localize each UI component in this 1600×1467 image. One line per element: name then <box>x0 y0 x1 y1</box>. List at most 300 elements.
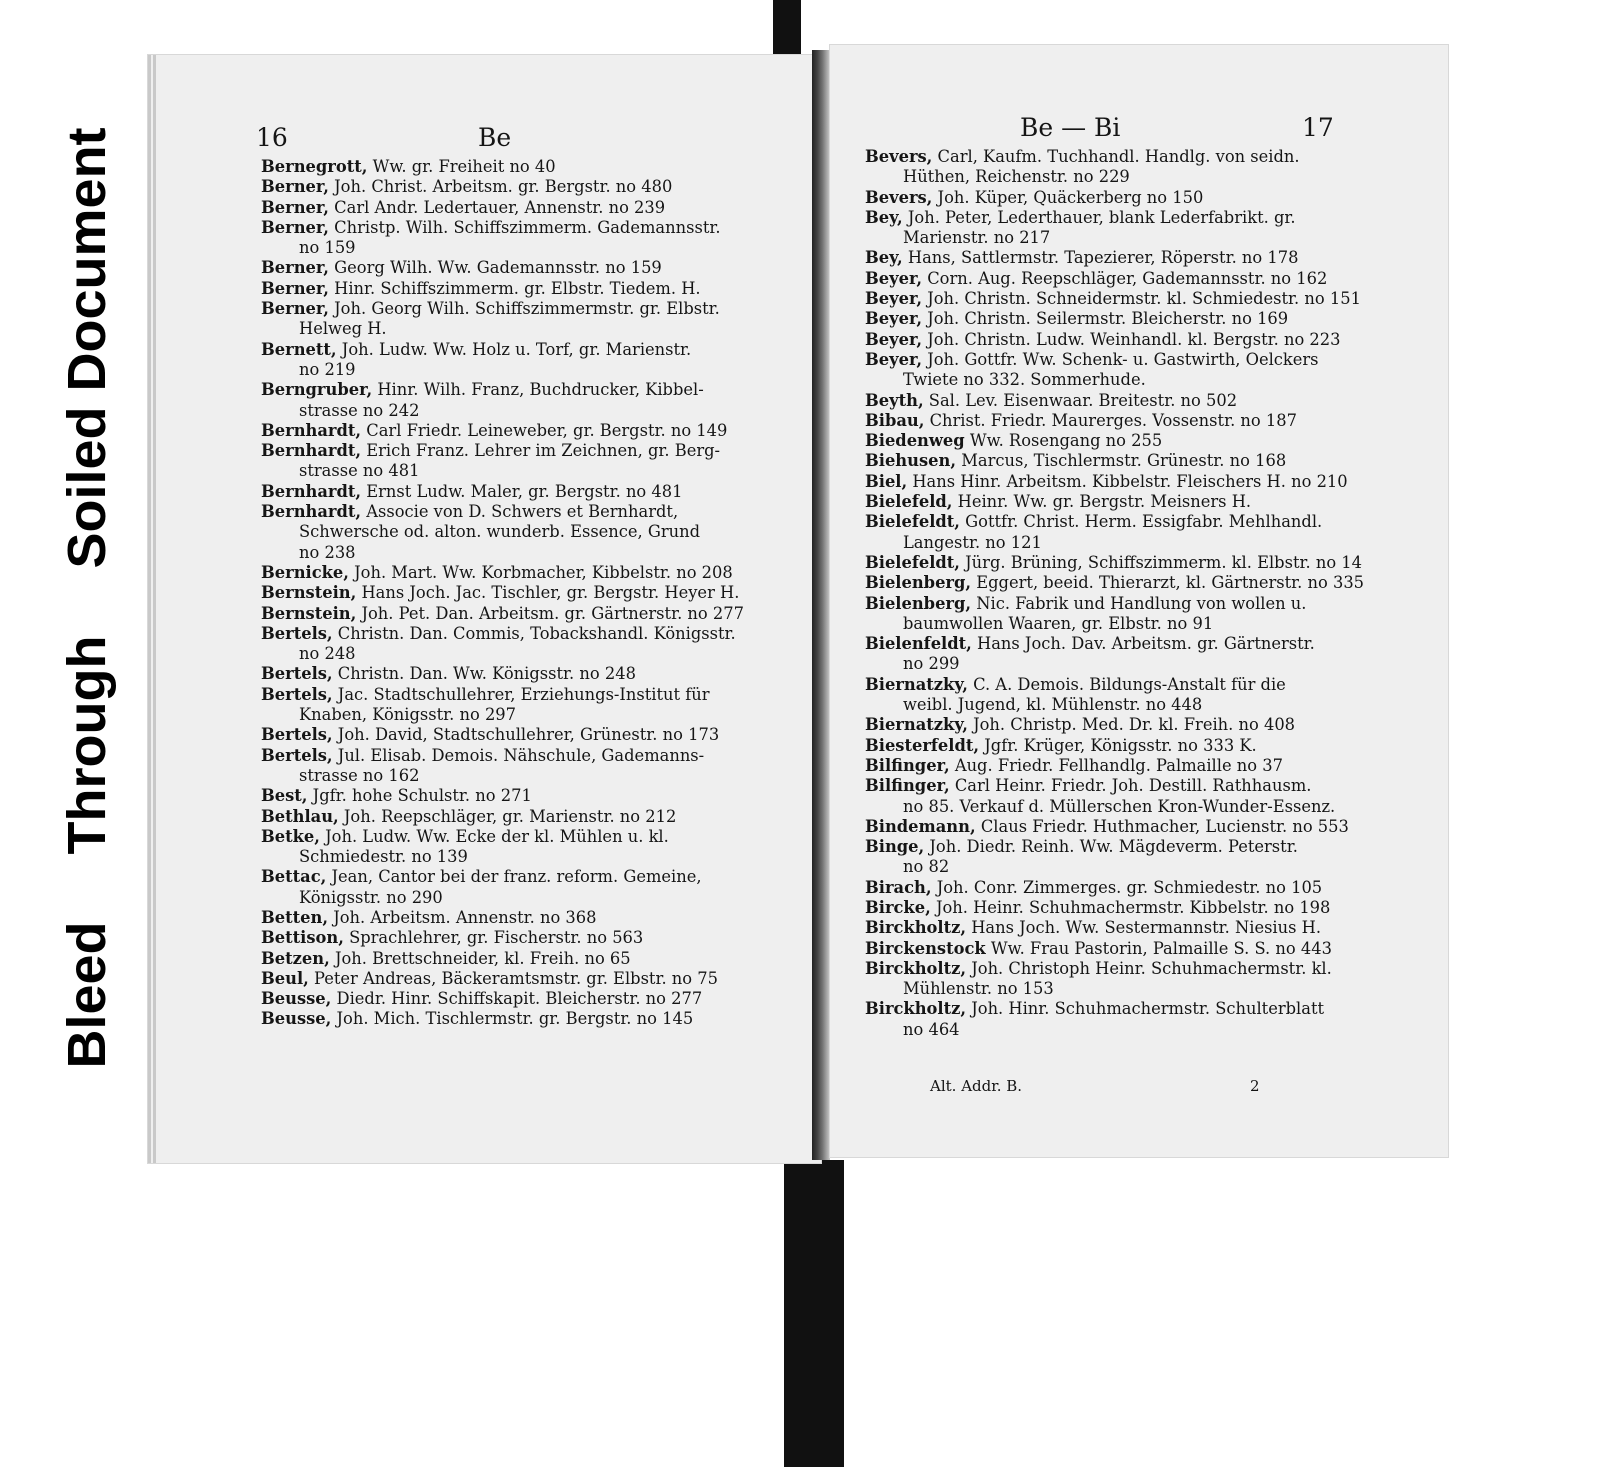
directory-entry <box>865 959 1390 1000</box>
entry-surname: Bilfinger, <box>865 776 950 796</box>
entry-surname: Beyer, <box>865 289 922 309</box>
entry-text: Knaben, Königsstr. no 297 <box>299 705 517 725</box>
entry-first-line <box>865 999 1390 1019</box>
entry-surname: Birckholtz, <box>865 958 967 978</box>
directory-entry <box>865 431 1390 451</box>
entry-text: Joh. Diedr. Reinh. Ww. Mägdeverm. Peterstr. <box>929 837 1298 857</box>
directory-entry <box>865 269 1390 289</box>
entry-first-line <box>865 269 1390 289</box>
entry-first-line <box>261 340 781 360</box>
directory-entry <box>865 330 1390 350</box>
entry-continuation-line <box>865 797 1390 817</box>
directory-entry <box>865 594 1390 635</box>
signature-mark: 2 <box>1250 1077 1260 1095</box>
entry-continuation-line <box>261 360 781 380</box>
directory-entry <box>865 350 1390 391</box>
entry-text: Hans Joch. Dav. Arbeitsm. gr. Gärtnerstr. <box>977 634 1315 654</box>
entry-first-line <box>865 309 1390 329</box>
entry-text: no 248 <box>299 644 356 664</box>
entry-surname: Beusse, <box>261 1009 332 1029</box>
entry-first-line <box>865 330 1390 350</box>
entry-surname: Bettac, <box>261 867 327 887</box>
entry-first-line <box>865 492 1390 512</box>
entry-surname: Biesterfeldt, <box>865 735 980 755</box>
entry-first-line <box>261 746 781 766</box>
entry-first-line <box>261 299 781 319</box>
entry-continuation-line <box>865 695 1390 715</box>
directory-entry <box>261 908 781 928</box>
entry-first-line <box>261 604 781 624</box>
entry-first-line <box>261 421 781 441</box>
directory-entry <box>261 583 781 603</box>
entry-text: Ww. gr. Freiheit no 40 <box>372 157 556 176</box>
entry-first-line <box>261 786 781 806</box>
entry-surname: Bindemann, <box>865 816 976 836</box>
entry-surname: Betzen, <box>261 948 330 968</box>
entry-continuation-line <box>261 522 781 542</box>
entry-first-line <box>261 928 781 948</box>
directory-entry <box>865 309 1390 329</box>
page-number-right: 17 <box>1302 113 1334 142</box>
directory-entry <box>261 867 781 908</box>
entry-surname: Bielefeld, <box>865 492 953 512</box>
entry-first-line <box>261 867 781 887</box>
directory-entry <box>261 157 781 177</box>
entry-text: Georg Wilh. Ww. Gademannsstr. no 159 <box>334 258 662 278</box>
directory-entry <box>261 786 781 806</box>
entry-surname: Bernstein, <box>261 583 357 603</box>
entry-surname: Biedenweg <box>865 431 965 451</box>
entry-text: no 464 <box>903 1019 960 1039</box>
entry-first-line <box>261 949 781 969</box>
directory-entry <box>865 756 1390 776</box>
directory-entry <box>865 999 1390 1040</box>
entry-text: Joh. Christn. Schneidermstr. kl. Schmiedestr. no 151 <box>927 289 1361 309</box>
entry-surname: Bernhardt, <box>261 502 362 522</box>
entry-text: Joh. Christ. Arbeitsm. gr. Bergstr. no 480 <box>334 177 673 197</box>
entry-first-line <box>865 248 1390 268</box>
directory-entry <box>261 664 781 684</box>
entry-text: Claus Friedr. Huthmacher, Lucienstr. no 553 <box>980 816 1349 836</box>
entry-surname: Berner, <box>261 258 329 278</box>
entry-text: Heinr. Ww. gr. Bergstr. Meisners H. <box>957 492 1252 512</box>
entry-first-line <box>865 553 1390 573</box>
entry-text: Jean, Cantor bei der franz. reform. Gemeine, <box>331 867 702 887</box>
directory-entry <box>865 715 1390 735</box>
entry-surname: Bevers, <box>865 187 933 207</box>
directory-entry <box>865 939 1390 959</box>
entry-text: Joh. Christoph Heinr. Schuhmachermstr. kl. <box>971 958 1332 978</box>
entry-text: Langestr. no 121 <box>903 532 1042 552</box>
catchword: Alt. Addr. B. <box>930 1077 1023 1095</box>
entry-surname: Biel, <box>865 471 908 491</box>
entry-continuation-line <box>865 979 1390 999</box>
entry-text: Helweg H. <box>299 319 387 339</box>
entry-surname: Beyer, <box>865 329 922 349</box>
running-head-left: Be <box>478 123 512 152</box>
entry-text: Joh. Peter, Lederthauer, blank Lederfabrikt. gr. <box>907 207 1296 227</box>
directory-entry <box>865 208 1390 249</box>
entry-surname: Birckholtz, <box>865 918 967 938</box>
directory-entry <box>261 218 781 259</box>
directory-entry <box>865 451 1390 471</box>
directory-entry <box>865 289 1390 309</box>
entry-text: baumwollen Waaren, gr. Elbstr. no 91 <box>903 613 1214 633</box>
directory-entry <box>261 340 781 381</box>
entry-text: Joh. Brettschneider, kl. Freih. no 65 <box>334 948 631 968</box>
entry-text: Joh. Christn. Ludw. Weinhandl. kl. Bergstr. no 223 <box>927 329 1341 349</box>
entry-text: Schwersche od. alton. wunderb. Essence, Grund <box>299 522 701 542</box>
directory-entry <box>865 472 1390 492</box>
entry-surname: Bibau, <box>865 410 925 430</box>
entry-first-line <box>865 817 1390 837</box>
entry-first-line <box>261 664 781 684</box>
entry-text: Diedr. Hinr. Schiffskapit. Bleicherstr. no 277 <box>336 989 703 1009</box>
directory-entry <box>865 675 1390 716</box>
entry-surname: Bircke, <box>865 897 931 917</box>
directory-entry <box>865 492 1390 512</box>
entry-text: Hans Hinr. Arbeitsm. Kibbelstr. Fleischers H. no 210 <box>912 471 1348 491</box>
entry-text: Christn. Dan. Ww. Königsstr. no 248 <box>337 664 636 684</box>
entry-first-line <box>261 685 781 705</box>
directory-entry <box>261 198 781 218</box>
directory-entry <box>261 441 781 482</box>
entry-continuation-line <box>261 401 781 421</box>
entry-continuation-line <box>261 461 781 481</box>
entry-text: strasse no 242 <box>299 400 420 420</box>
entry-first-line <box>261 157 781 177</box>
entry-continuation-line <box>261 705 781 725</box>
entry-first-line <box>865 959 1390 979</box>
binding-tab-top <box>773 0 801 60</box>
entry-surname: Biernatzky, <box>865 674 968 694</box>
entry-text: Joh. Christn. Seilermstr. Bleicherstr. no 169 <box>927 309 1289 329</box>
entry-first-line <box>261 502 781 522</box>
entry-surname: Bielenberg, <box>865 593 972 613</box>
entry-surname: Bertels, <box>261 664 333 684</box>
entry-surname: Biehusen, <box>865 451 957 471</box>
entry-surname: Birach, <box>865 877 932 897</box>
entry-text: Christ. Friedr. Maurerges. Vossenstr. no 187 <box>929 410 1297 430</box>
entry-first-line <box>865 756 1390 776</box>
entry-text: Hans Joch. Jac. Tischler, gr. Bergstr. Heyer H. <box>361 583 740 603</box>
entry-text: Marienstr. no 217 <box>903 228 1051 248</box>
entry-text: Jgfr. Krüger, Königsstr. no 333 K. <box>984 735 1257 755</box>
entry-text: Königsstr. no 290 <box>299 887 443 907</box>
entry-text: no 82 <box>903 857 950 877</box>
entry-text: Joh. David, Stadtschullehrer, Grünestr. no 173 <box>337 725 720 745</box>
entry-first-line <box>865 289 1390 309</box>
entry-surname: Bernhardt, <box>261 481 362 501</box>
entry-first-line <box>261 583 781 603</box>
entry-surname: Bertels, <box>261 623 333 643</box>
directory-entry <box>261 1009 781 1029</box>
entry-text: Gottfr. Christ. Herm. Essigfabr. Mehlhandl. <box>965 512 1323 532</box>
entry-surname: Bey, <box>865 248 903 268</box>
entry-first-line <box>261 563 781 583</box>
book-gutter <box>812 50 830 1160</box>
entry-first-line <box>865 411 1390 431</box>
entry-first-line <box>261 827 781 847</box>
entry-first-line <box>865 634 1390 654</box>
entry-text: Aug. Friedr. Fellhandlg. Palmaille no 37 <box>954 755 1283 775</box>
directory-entry <box>261 380 781 421</box>
entry-surname: Bernett, <box>261 339 337 359</box>
entry-first-line <box>865 594 1390 614</box>
entry-continuation-line <box>261 644 781 664</box>
entry-first-line <box>261 969 781 989</box>
entry-text: Joh. Mich. Tischlermstr. gr. Bergstr. no 145 <box>336 1009 694 1029</box>
entry-surname: Beyer, <box>865 349 922 369</box>
entry-continuation-line <box>865 228 1390 248</box>
directory-entry <box>261 482 781 502</box>
directory-entry <box>865 898 1390 918</box>
entry-text: Joh. Reepschläger, gr. Marienstr. no 212 <box>343 806 677 826</box>
entry-text: strasse no 481 <box>299 461 420 481</box>
entry-first-line <box>865 350 1390 370</box>
entry-surname: Birckenstock <box>865 938 986 958</box>
entry-first-line <box>261 624 781 644</box>
directory-entry <box>261 989 781 1009</box>
entry-text: Joh. Mart. Ww. Korbmacher, Kibbelstr. no 208 <box>354 562 733 582</box>
directory-entry <box>865 553 1390 573</box>
entry-text: Joh. Heinr. Schuhmachermstr. Kibbelstr. no 198 <box>935 897 1331 917</box>
entry-text: Hans Joch. Ww. Sestermannstr. Niesius H. <box>971 918 1322 938</box>
entry-first-line <box>261 807 781 827</box>
entry-surname: Berner, <box>261 197 329 217</box>
directory-entry <box>865 837 1390 878</box>
entry-text: Mühlenstr. no 153 <box>903 979 1054 999</box>
entry-text: Corn. Aug. Reepschläger, Gademannsstr. no 162 <box>927 268 1328 288</box>
entry-first-line <box>261 279 781 299</box>
entry-surname: Bernhardt, <box>261 420 362 440</box>
entry-text: no 85. Verkauf d. Müllerschen Kron-Wunder-Essenz. <box>903 796 1336 816</box>
entry-text: Joh. Conr. Zimmerges. gr. Schmiedestr. no 105 <box>936 877 1323 897</box>
entry-surname: Bertels, <box>261 725 333 745</box>
entry-continuation-line <box>865 614 1390 634</box>
entry-first-line <box>865 208 1390 228</box>
directory-entry <box>865 391 1390 411</box>
entry-text: Carl Andr. Ledertauer, Annenstr. no 239 <box>334 197 666 217</box>
entry-text: Nic. Fabrik und Handlung von wollen u. <box>976 593 1307 613</box>
directory-entry <box>865 634 1390 675</box>
entry-surname: Bernegrott, <box>261 157 368 176</box>
stamp-word-2: Through <box>57 635 117 855</box>
entry-surname: Biernatzky, <box>865 715 968 735</box>
directory-entry <box>865 147 1390 188</box>
entry-text: Hinr. Schiffszimmerm. gr. Elbstr. Tiedem. H. <box>334 278 701 298</box>
entry-first-line <box>865 472 1390 492</box>
entry-text: Sal. Lev. Eisenwaar. Breitestr. no 502 <box>928 390 1238 410</box>
entry-text: Twiete no 332. Sommerhude. <box>903 370 1146 390</box>
entry-first-line <box>261 1009 781 1029</box>
entry-surname: Betten, <box>261 907 329 927</box>
entry-first-line <box>261 441 781 461</box>
directory-entry <box>865 188 1390 208</box>
entry-text: no 299 <box>903 654 960 674</box>
entry-text: Joh. Hinr. Schuhmachermstr. Schulterblatt <box>971 999 1325 1019</box>
entry-surname: Bevers, <box>865 147 933 166</box>
stamp-word-3: Soiled Document <box>57 127 117 569</box>
entry-first-line <box>261 908 781 928</box>
entry-continuation-line <box>261 847 781 867</box>
entry-text: Carl Heinr. Friedr. Joh. Destill. Rathhausm. <box>954 776 1312 796</box>
entry-text: no 238 <box>299 542 356 562</box>
entry-text: Jgfr. hohe Schulstr. no 271 <box>312 786 532 806</box>
entry-first-line <box>865 147 1390 167</box>
entry-text: Marcus, Tischlermstr. Grünestr. no 168 <box>961 451 1287 471</box>
directory-entry <box>261 746 781 787</box>
entry-first-line <box>865 451 1390 471</box>
entry-continuation-line <box>865 533 1390 553</box>
entry-surname: Bertels, <box>261 684 333 704</box>
entry-continuation-line <box>261 543 781 563</box>
entry-surname: Bey, <box>865 207 903 227</box>
entry-text: Sprachlehrer, gr. Fischerstr. no 563 <box>349 928 644 948</box>
entry-text: Joh. Georg Wilh. Schiffszimmermstr. gr. Elbstr. <box>334 299 720 319</box>
entry-surname: Best, <box>261 786 308 806</box>
entry-text: Joh. Ludw. Ww. Holz u. Torf, gr. Marienstr. <box>341 339 692 359</box>
entry-text: Schmiedestr. no 139 <box>299 847 468 867</box>
entry-continuation-line <box>865 857 1390 877</box>
entry-surname: Bilfinger, <box>865 755 950 775</box>
entry-text: Jul. Elisab. Demois. Nähschule, Gademanns- <box>337 745 705 765</box>
directory-entry <box>865 411 1390 431</box>
directory-entry <box>261 827 781 868</box>
entry-text: Joh. Gottfr. Ww. Schenk- u. Gastwirth, Oelckers <box>927 349 1319 369</box>
entry-surname: Bethlau, <box>261 806 339 826</box>
entry-surname: Berner, <box>261 278 329 298</box>
entry-text: Joh. Pet. Dan. Arbeitsm. gr. Gärtnerstr. no 277 <box>361 603 744 623</box>
entry-surname: Birckholtz, <box>865 999 967 1019</box>
directory-entry <box>261 604 781 624</box>
entry-text: Christn. Dan. Commis, Tobackshandl. Königsstr. <box>337 623 736 643</box>
entry-first-line <box>865 878 1390 898</box>
entry-text: Hüthen, Reichenstr. no 229 <box>903 167 1130 187</box>
binding-tab-bottom <box>784 1160 844 1467</box>
directory-entry <box>261 807 781 827</box>
directory-entry <box>261 949 781 969</box>
entry-text: Joh. Ludw. Ww. Ecke der kl. Mühlen u. kl. <box>325 826 669 846</box>
entry-text: C. A. Demois. Bildungs-Anstalt für die <box>973 674 1286 694</box>
entry-surname: Beul, <box>261 968 309 988</box>
entry-surname: Betke, <box>261 826 320 846</box>
entry-first-line <box>865 512 1390 532</box>
directory-entry <box>261 563 781 583</box>
entry-first-line <box>865 188 1390 208</box>
entry-continuation-line <box>865 167 1390 187</box>
directory-entry <box>865 512 1390 553</box>
entry-first-line <box>865 715 1390 735</box>
entry-first-line <box>865 918 1390 938</box>
directory-entry <box>865 878 1390 898</box>
entry-text: strasse no 162 <box>299 765 420 785</box>
entry-first-line <box>865 391 1390 411</box>
entry-text: weibl. Jugend, kl. Mühlenstr. no 448 <box>903 695 1203 715</box>
directory-entry <box>261 421 781 441</box>
entry-text: Jürg. Brüning, Schiffszimmerm. kl. Elbstr. no 14 <box>965 552 1363 572</box>
entry-surname: Binge, <box>865 837 925 857</box>
entry-first-line <box>261 198 781 218</box>
entry-first-line <box>865 837 1390 857</box>
entry-text: Peter Andreas, Bäckeramtsmstr. gr. Elbstr. no 75 <box>314 968 718 988</box>
entry-text: Erich Franz. Lehrer im Zeichnen, gr. Berg- <box>366 441 721 461</box>
right-entry-list <box>865 147 1390 1040</box>
directory-entry <box>865 248 1390 268</box>
entry-text: no 219 <box>299 359 356 379</box>
directory-entry <box>261 624 781 665</box>
entry-text: Joh. Christp. Med. Dr. kl. Freih. no 408 <box>973 715 1296 735</box>
entry-text: Christp. Wilh. Schiffszimmerm. Gademannsstr. <box>334 217 721 237</box>
entry-text: Associe von D. Schwers et Bernhardt, <box>366 502 679 522</box>
entry-surname: Bernhardt, <box>261 441 362 461</box>
directory-entry <box>865 573 1390 593</box>
left-entry-list <box>261 157 781 1030</box>
entry-continuation-line <box>865 370 1390 390</box>
entry-surname: Bielenberg, <box>865 573 972 593</box>
entry-surname: Bernstein, <box>261 603 357 623</box>
page-footer <box>930 1077 1350 1095</box>
entry-continuation-line <box>261 238 781 258</box>
entry-first-line <box>261 380 781 400</box>
entry-surname: Beyth, <box>865 390 924 410</box>
directory-entry <box>865 918 1390 938</box>
directory-entry <box>261 279 781 299</box>
entry-continuation-line <box>865 654 1390 674</box>
directory-entry <box>261 299 781 340</box>
entry-first-line <box>261 482 781 502</box>
page-number-left: 16 <box>256 123 288 152</box>
entry-first-line <box>865 939 1390 959</box>
entry-first-line <box>261 177 781 197</box>
entry-text: Joh. Arbeitsm. Annenstr. no 368 <box>333 907 597 927</box>
entry-continuation-line <box>865 1020 1390 1040</box>
entry-text: Ernst Ludw. Maler, gr. Bergstr. no 481 <box>366 481 683 501</box>
directory-entry <box>865 776 1390 817</box>
entry-first-line <box>865 736 1390 756</box>
entry-text: Ww. Frau Pastorin, Palmaille S. S. no 443 <box>990 938 1332 958</box>
entry-first-line <box>261 258 781 278</box>
directory-entry <box>261 502 781 563</box>
entry-text: Jac. Stadtschullehrer, Erziehungs-Institut für <box>337 684 710 704</box>
entry-continuation-line <box>261 888 781 908</box>
entry-text: Hinr. Wilh. Franz, Buchdrucker, Kibbel- <box>377 380 704 400</box>
entry-first-line <box>261 989 781 1009</box>
entry-surname: Berner, <box>261 177 329 197</box>
entry-first-line <box>865 776 1390 796</box>
watermark-stamp <box>42 68 132 1128</box>
entry-surname: Berngruber, <box>261 380 373 400</box>
entry-surname: Bielefeldt, <box>865 512 960 532</box>
entry-surname: Bielefeldt, <box>865 552 960 572</box>
directory-entry <box>865 817 1390 837</box>
entry-first-line <box>261 725 781 745</box>
entry-surname: Bernicke, <box>261 562 349 582</box>
entry-surname: Bettison, <box>261 928 344 948</box>
directory-entry <box>261 685 781 726</box>
entry-text: Joh. Küper, Quäckerberg no 150 <box>937 187 1204 207</box>
entry-surname: Beusse, <box>261 989 332 1009</box>
entry-surname: Beyer, <box>865 309 922 329</box>
directory-entry <box>261 969 781 989</box>
directory-entry <box>865 736 1390 756</box>
left-page <box>148 55 821 1163</box>
entry-first-line <box>865 898 1390 918</box>
entry-continuation-line <box>261 766 781 786</box>
running-head-right: Be — Bi <box>1020 113 1121 142</box>
entry-surname: Bielenfeldt, <box>865 634 972 654</box>
entry-first-line <box>865 431 1390 451</box>
